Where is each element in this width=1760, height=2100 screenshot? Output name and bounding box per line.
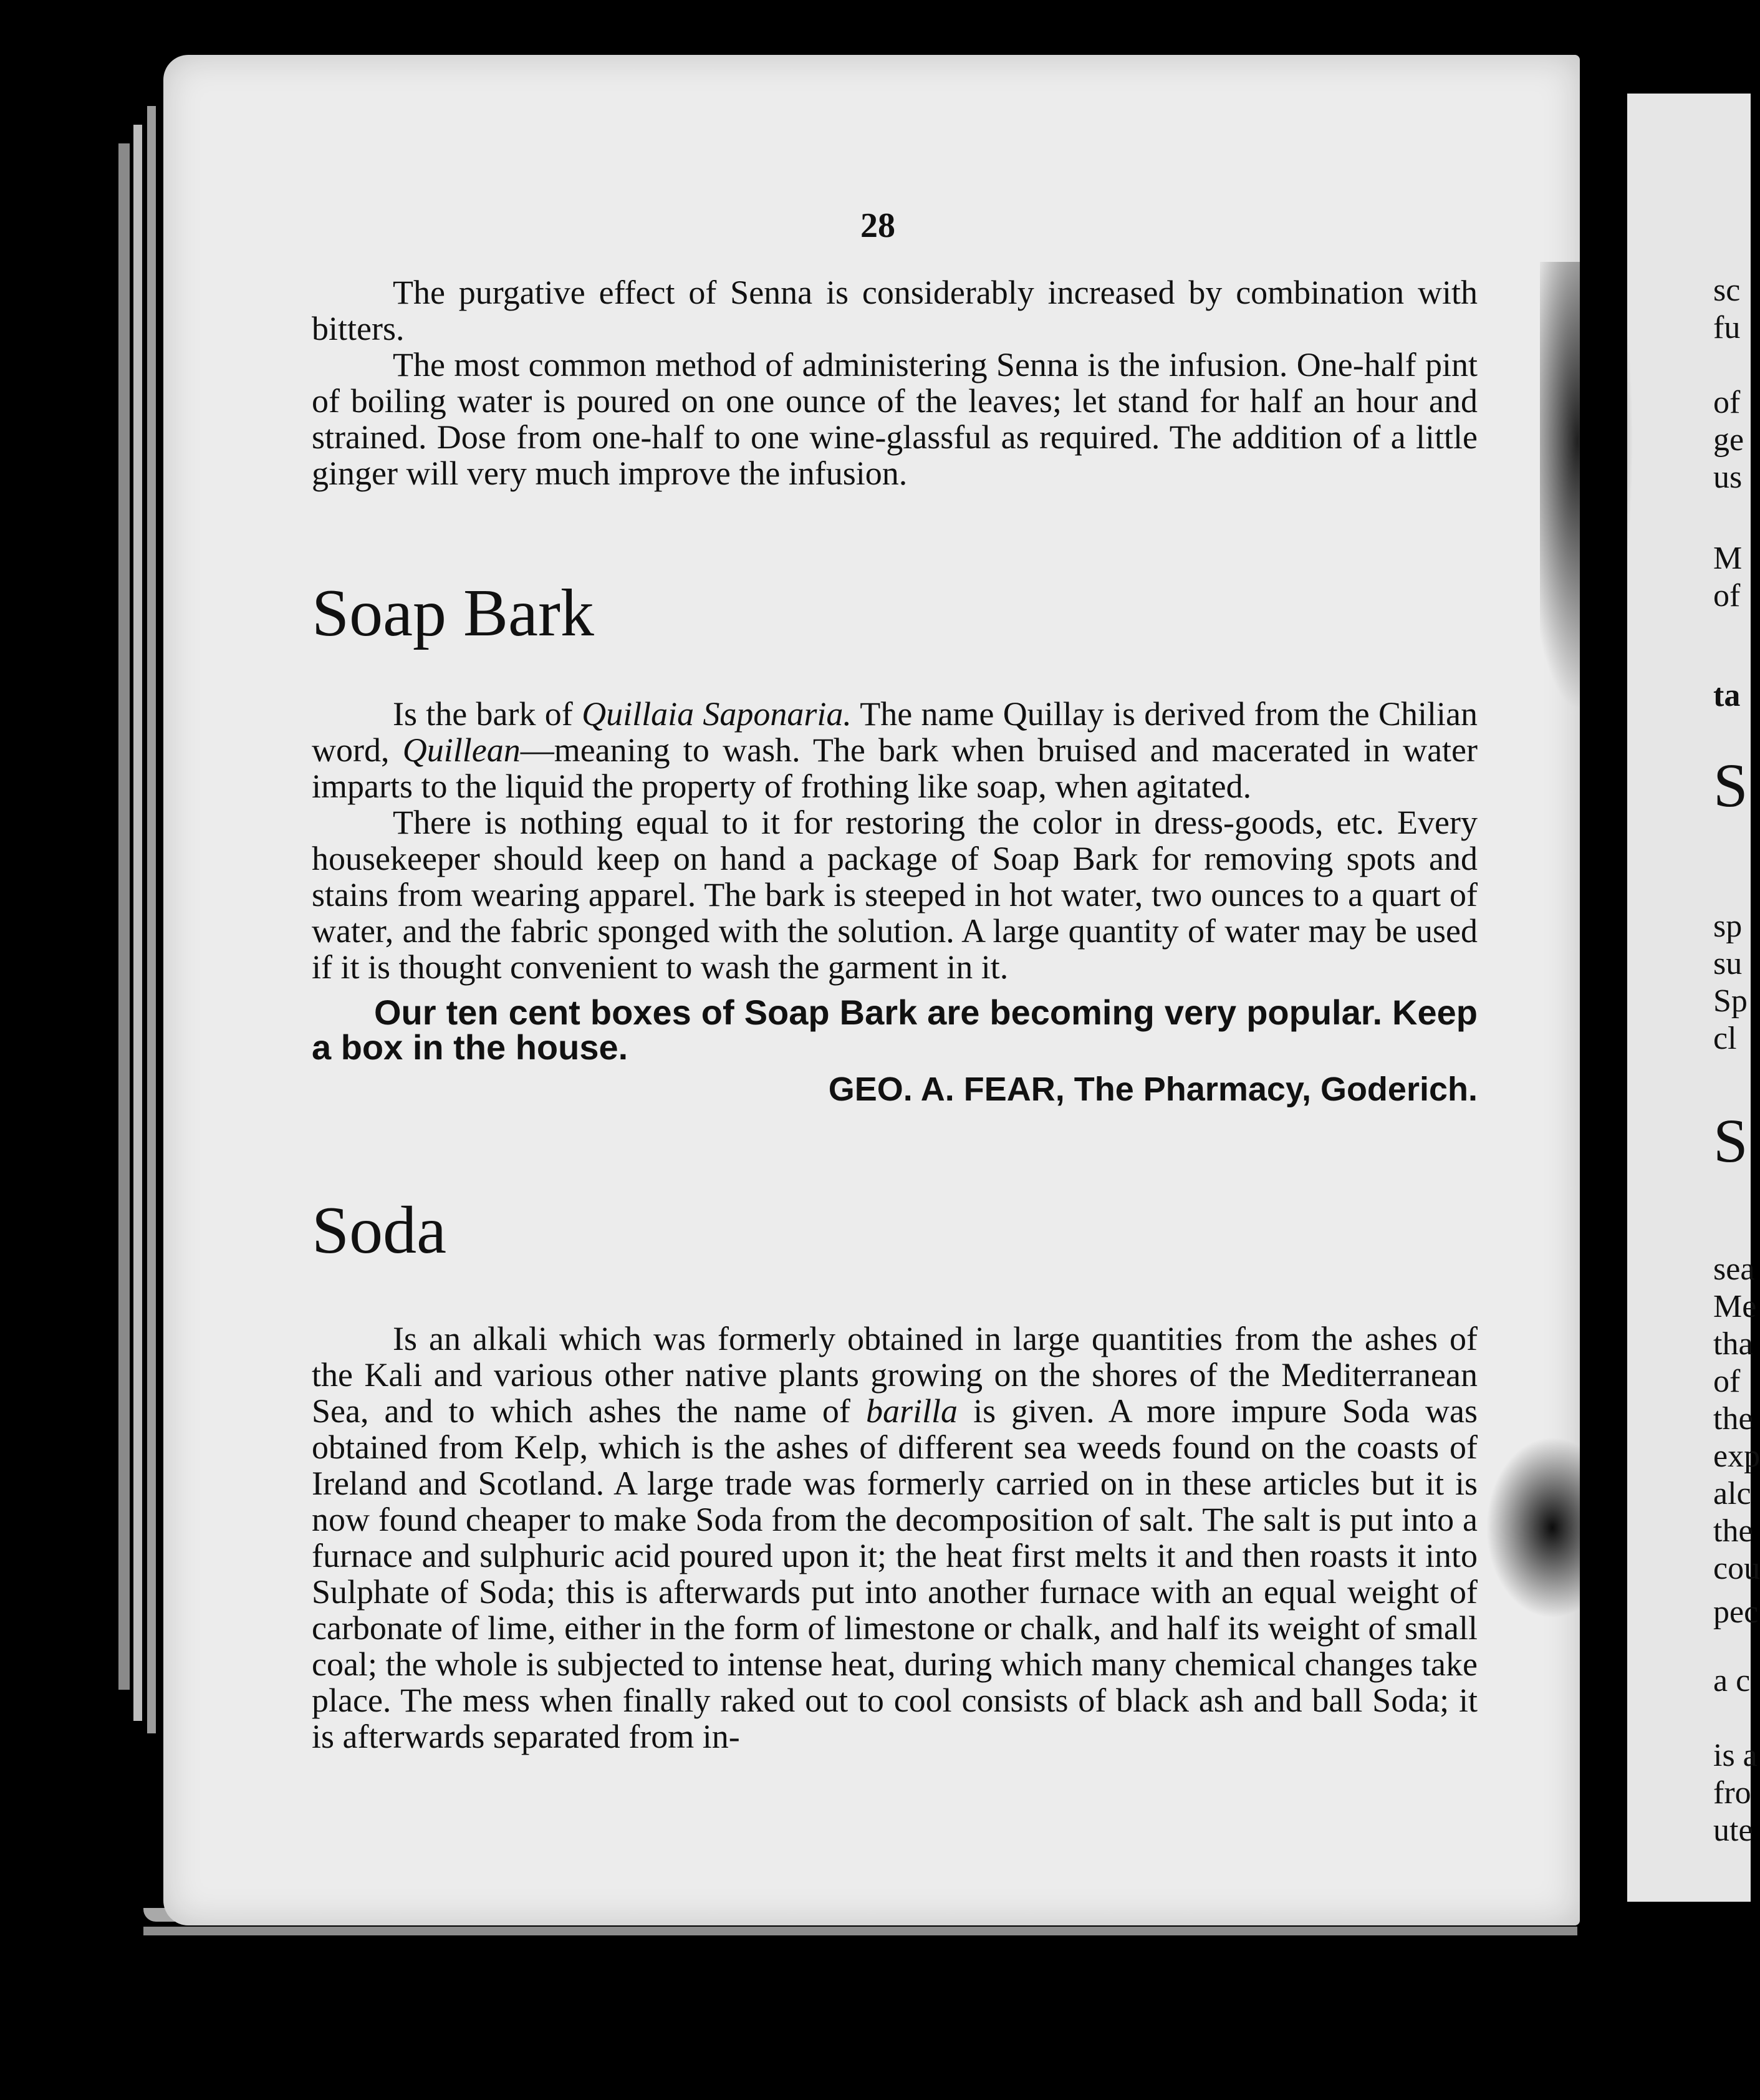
advertiser-signature: GEO. A. FEAR, The Pharmacy, Goderich. (828, 1071, 1478, 1108)
facing-page-text: su (1713, 946, 1743, 981)
facing-page-text: the (1713, 1513, 1753, 1549)
facing-page-text: pec (1713, 1594, 1759, 1630)
page-edge (118, 143, 130, 1690)
text-run: Is an alkali which was formerly obtained in large quantities from the ashes of the Kali and various other native plants growing on the shores of the Mediterranean Sea, and to which ashes the name of (312, 1320, 1478, 1430)
soda-section (312, 1193, 1478, 1755)
facing-page-text: Sp (1713, 983, 1748, 1019)
facing-page-text: a c (1713, 1663, 1751, 1698)
facing-page-text: fro (1713, 1775, 1751, 1811)
facing-page-text: sea (1713, 1251, 1755, 1287)
page-edge (133, 125, 142, 1721)
text-run: —meaning to wash. The bark when bruised and macerated in water imparts to the liquid the property of frothing like soap, when agitated. (312, 731, 1478, 805)
paragraph: The purgative effect of Senna is considerably increased by combination with bitters. (312, 274, 1478, 347)
facing-page-text: of (1713, 385, 1741, 420)
word-term: barilla (865, 1392, 958, 1430)
facing-page-text: ute (1713, 1813, 1753, 1848)
paragraph (312, 696, 1478, 804)
species-name: Quillaia Saponaria. (582, 695, 852, 733)
text-run: is given. A more impure Soda was obtained from Kelp, which is the ashes of different sea weeds found on the coasts of Ireland and Scotland. A large trade was formerly carried on in these articles but it is now found cheaper to make Soda from the decomposition of salt. The salt is put into a furnace and sulphuric acid poured upon it; the heat first melts it and then roasts it into Sulphate of Soda; this is afterwards put into another furnace with an equal weight of carbonate of lime, either in the form of limestone or chalk, and half its weight of small coal; the whole is subjected to intense heat, during which many chemical changes take place. The mess when finally raked out to cool consists of black ash and ball Soda; it is afterwards separated from in- (312, 1392, 1478, 1755)
section-heading: Soda (312, 1193, 446, 1268)
facing-page-text: the (1713, 1401, 1753, 1437)
gutter-shadow (1540, 262, 1633, 711)
facing-page-text: S (1713, 751, 1748, 820)
page-edge (147, 106, 156, 1733)
facing-page-text: tha (1713, 1326, 1753, 1362)
paragraph (312, 1321, 1478, 1755)
page-edge-bottom (143, 1927, 1577, 1935)
facing-page-text: of (1713, 578, 1741, 614)
facing-page-text: alc (1713, 1476, 1751, 1511)
soap-bark-section (312, 576, 1478, 1108)
page-number: 28 (860, 206, 895, 245)
facing-page-text: S (1713, 1106, 1748, 1175)
facing-page-text: Me (1713, 1289, 1757, 1324)
text-run: Is the bark of (393, 695, 582, 733)
word-term: Quillean (402, 731, 521, 769)
facing-page-text: fu (1713, 310, 1741, 345)
advertisement: Our ten cent boxes of Soap Bark are becoming very popular. Keep a box in the house. (312, 993, 1478, 1067)
facing-page-text: cou (1713, 1551, 1760, 1586)
facing-page-text: of (1713, 1364, 1741, 1399)
facing-page-text: M (1713, 541, 1743, 576)
text-run: The name Quillay is derived from the Chilian word, (312, 695, 1478, 769)
facing-page-text: is a (1713, 1738, 1758, 1773)
gutter-shadow (1484, 1434, 1621, 1621)
senna-section (312, 274, 1478, 491)
facing-page-text: ta (1713, 678, 1741, 713)
facing-page-text: us (1713, 460, 1743, 495)
paragraph: There is nothing equal to it for restoring the color in dress-goods, etc. Every housekeeper should keep on hand a package of Soap Bark for removing spots and stains from wearing apparel. The bark is steeped in hot water, two ounces to a quart of water, and the fabric sponged with the solution. A large quantity of water may be used if it is thought convenient to wash the garment in it. (312, 804, 1478, 986)
facing-page-text: cl (1713, 1021, 1737, 1056)
section-heading: Soap Bark (312, 576, 594, 650)
facing-page-text: sc (1713, 272, 1741, 308)
facing-page-text: sp (1713, 908, 1743, 944)
facing-page-text: ge (1713, 422, 1744, 458)
paragraph: The most common method of administering Senna is the infusion. One-half pint of boiling water is poured on one ounce of the leaves; let stand for half an hour and strained. Dose from one-half to one wine-glassful as required. The addition of a little ginger will very much improve the infusion. (312, 346, 1478, 492)
facing-page-text: exp (1713, 1438, 1760, 1474)
